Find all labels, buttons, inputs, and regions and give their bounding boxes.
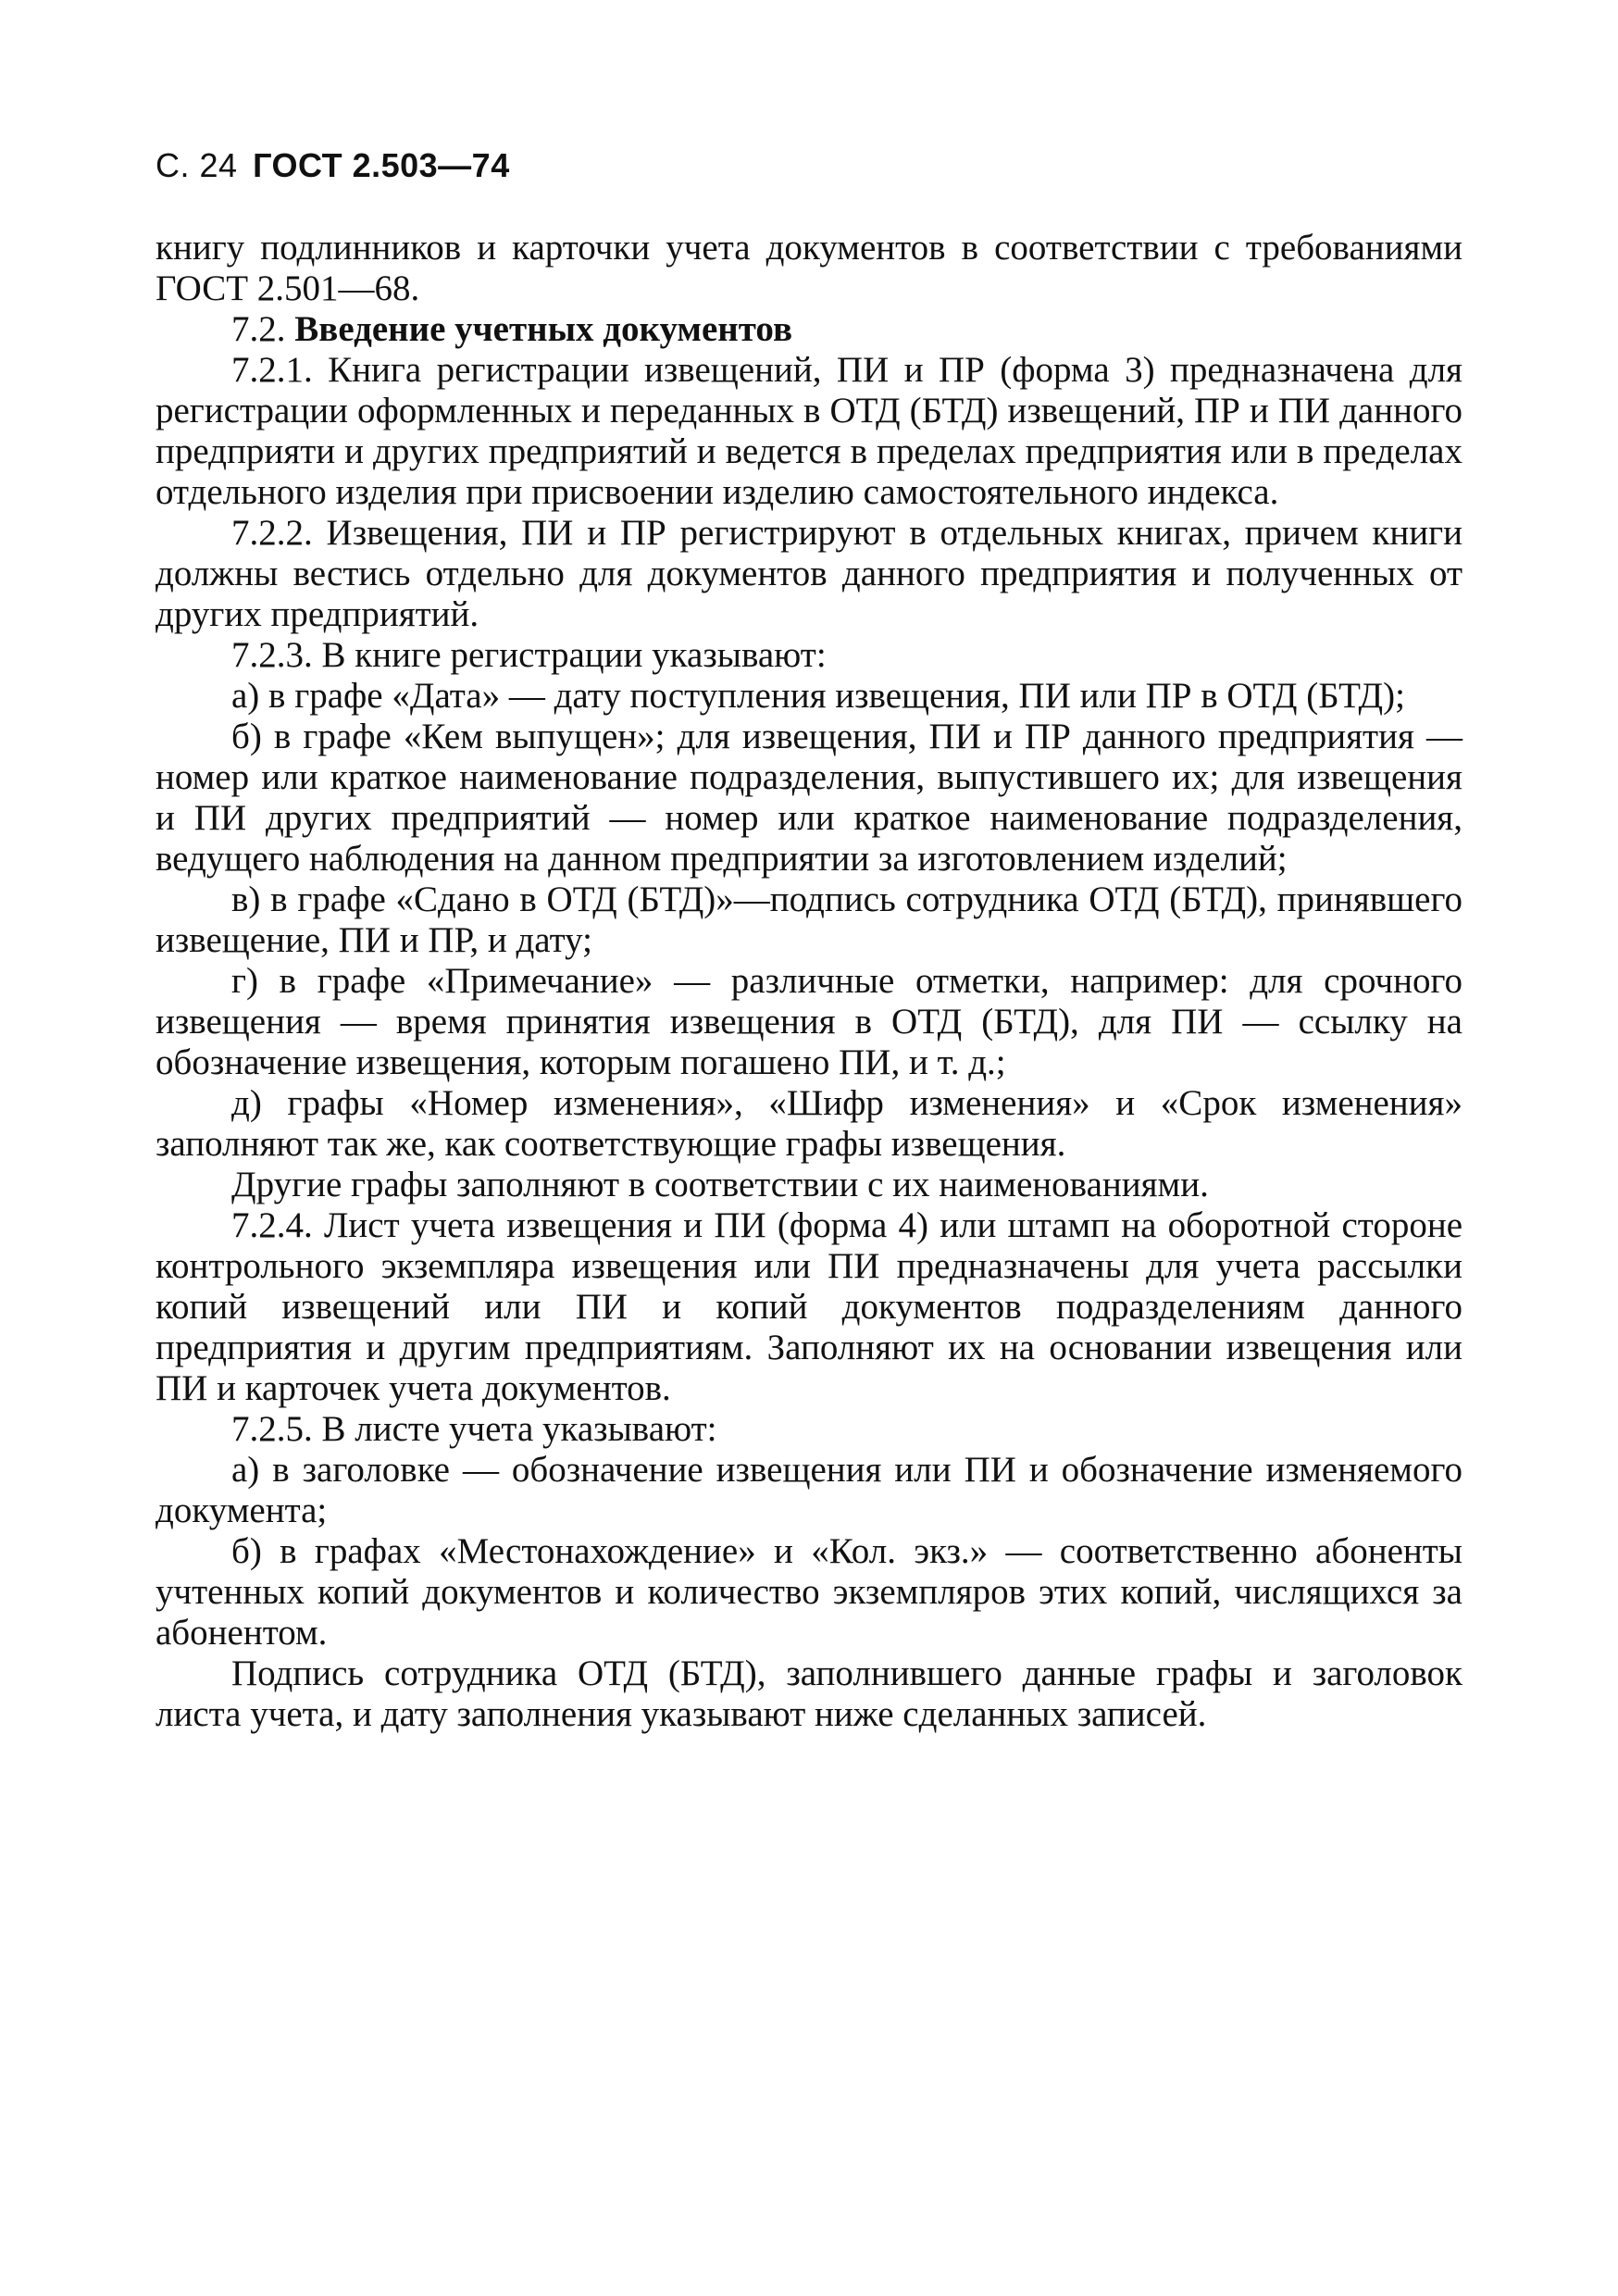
list-item-v-delivered: в) в графе «Сдано в ОТД (БТД)»—подпись сотрудника ОТД (БТД), принявшего извещение, ПИ и ПР, и дату; <box>156 880 1462 960</box>
list-item-d-change-columns: д) графы «Номер изменения», «Шифр изменения» и «Срок изменения» заполняют так же, как соответствующие графы извещения. <box>156 1083 1462 1164</box>
paragraph-other-columns: Другие графы заполняют в соответствии с их наименованиями. <box>231 1165 1209 1204</box>
paragraph-7-2-1: 7.2.1. Книга регистрации извещений, ПИ и ПР (форма 3) предназначена для регистрации оформленных и переданных в ОТД (БТД) извещений, ПР и ПИ данного предприяти и других предприятий и ведется в пределах предприятия или в пределах отдельного изделия при присвоении изделию самостоятельного индекса. <box>156 350 1462 512</box>
list-item-b-issued-by: б) в графе «Кем выпущен»; для извещения, ПИ и ПР данного предприятия — номер или краткое наименование подразделения, выпустившего их; для извещения и ПИ других предприятий — номер или краткое наименование подразделения, ведущего наблюдения на данном предприятии за изготовлением изделий; <box>156 717 1462 879</box>
list-item-g-note: г) в графе «Примечание» — различные отметки, например: для срочного извещения — время принятия извещения в ОТД (БТД), для ПИ — ссылку на обозначение извещения, которым погашено ПИ, и т. д.; <box>156 961 1462 1082</box>
paragraph-continuation: книгу подлинников и карточки учета документов в соответствии с требованиями ГОСТ 2.501—68. <box>156 228 1462 308</box>
document-body <box>156 228 1462 1735</box>
page-number: С. 24 <box>156 146 238 184</box>
paragraph-7-2-3: 7.2.3. В книге регистрации указывают: <box>231 635 827 675</box>
paragraph-signature: Подпись сотрудника ОТД (БТД), заполнившего данные графы и заголовок листа учета, и дату заполнения указывают ниже сделанных записей. <box>156 1653 1462 1734</box>
list-item-a-heading: а) в заголовке — обозначение извещения или ПИ и обозначение изменяемого документа; <box>156 1450 1462 1530</box>
list-item-b-location: б) в графах «Местонахождение» и «Кол. экз.» — соответственно абоненты учтенных копий документов и количество экземпляров этих копий, числящихся за абонентом. <box>156 1531 1462 1653</box>
section-heading-7-2 <box>156 309 1462 350</box>
section-number: 7.2. <box>231 309 286 349</box>
standard-designation: ГОСТ 2.503—74 <box>253 146 510 184</box>
paragraph-7-2-5: 7.2.5. В листе учета указывают: <box>231 1409 717 1449</box>
section-title: Введение учетных документов <box>294 309 793 349</box>
paragraph-7-2-4: 7.2.4. Лист учета извещения и ПИ (форма 4) или штамп на оборотной стороне контрольного экземпляра извещения или ПИ предназначены для учета рассылки копий извещений или ПИ и копий документов подразделениям данного предприятия и другим предприятиям. Заполняют их на основании извещения или ПИ и карточек учета документов. <box>156 1205 1462 1408</box>
list-item-a-date: а) в графе «Дата» — дату поступления извещения, ПИ или ПР в ОТД (БТД); <box>231 676 1405 716</box>
paragraph-7-2-2: 7.2.2. Извещения, ПИ и ПР регистрируют в отдельных книгах, причем книги должны вестись отдельно для документов данного предприятия и полученных от других предприятий. <box>156 513 1462 634</box>
page-header <box>156 146 510 185</box>
